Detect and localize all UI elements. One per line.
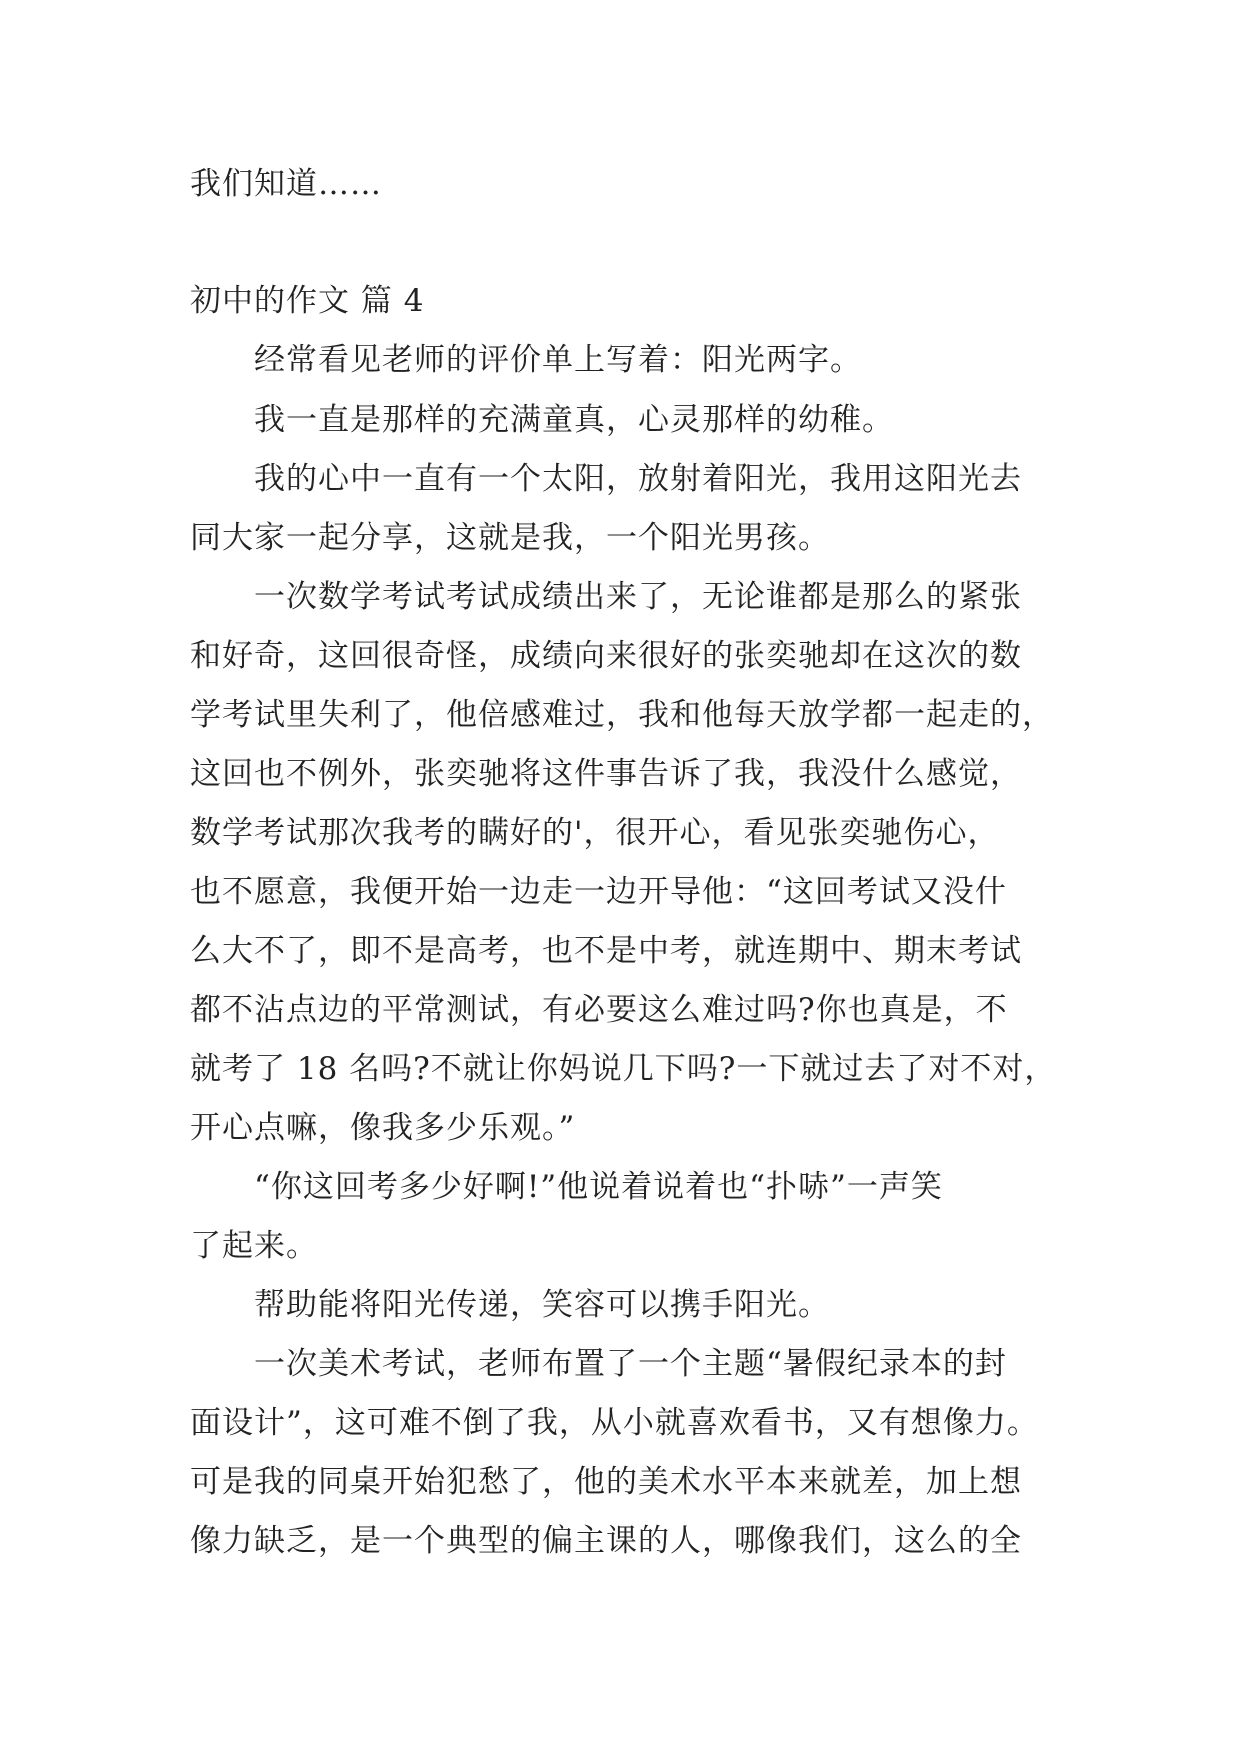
paragraph-line: 也不愿意，我便开始一边走一边开导他：“这回考试又没什 [190, 874, 1007, 910]
paragraph-line: 面设计”，这可难不倒了我，从小就喜欢看书，又有想像力。 [190, 1405, 1039, 1441]
paragraph-line: 和好奇，这回很奇怪，成绩向来很好的张奕驰却在这次的数 [190, 638, 1022, 674]
paragraph-line: 数学考试那次我考的瞒好的'，很开心，看见张奕驰伤心， [190, 815, 1000, 851]
paragraph-line: 我一直是那样的充满童真，心灵那样的幼稚。 [254, 402, 894, 438]
paragraph-line: 可是我的同桌开始犯愁了，他的美术水平本来就差，加上想 [190, 1464, 1022, 1500]
paragraph-line: “你这回考多少好啊!”他说着说着也“扑哧”一声笑 [254, 1169, 943, 1205]
paragraph-line: 开心点嘛，像我多少乐观。” [190, 1110, 576, 1146]
paragraph-line: 经常看见老师的评价单上写着：阳光两字。 [254, 342, 862, 378]
paragraph-line: 了起来。 [190, 1228, 318, 1264]
paragraph-line: 学考试里失利了，他倍感难过，我和他每天放学都一起走的， [190, 697, 1054, 733]
paragraph-line: 帮助能将阳光传递，笑容可以携手阳光。 [254, 1287, 830, 1323]
paragraph-line: 就考了 18 名吗?不就让你妈说几下吗?一下就过去了对不对， [190, 1051, 1057, 1087]
section-heading: 初中的作文 篇 4 [190, 283, 425, 319]
paragraph-line: 一次美术考试，老师布置了一个主题“暑假纪录本的封 [254, 1346, 1007, 1382]
paragraph-line: 像力缺乏，是一个典型的偏主课的人，哪像我们，这么的全 [190, 1523, 1022, 1559]
paragraph-line: 这回也不例外，张奕驰将这件事告诉了我，我没什么感觉， [190, 756, 1022, 792]
text-line: 我们知道…… [190, 166, 382, 202]
paragraph-line: 么大不了，即不是高考，也不是中考，就连期中、期末考试 [190, 933, 1022, 969]
paragraph-line: 我的心中一直有一个太阳，放射着阳光，我用这阳光去 [254, 461, 1022, 497]
paragraph-line: 同大家一起分享，这就是我，一个阳光男孩。 [190, 520, 830, 556]
paragraph-line: 一次数学考试考试成绩出来了，无论谁都是那么的紧张 [254, 579, 1022, 615]
paragraph-line: 都不沾点边的平常测试，有必要这么难过吗?你也真是，不 [190, 992, 1008, 1028]
